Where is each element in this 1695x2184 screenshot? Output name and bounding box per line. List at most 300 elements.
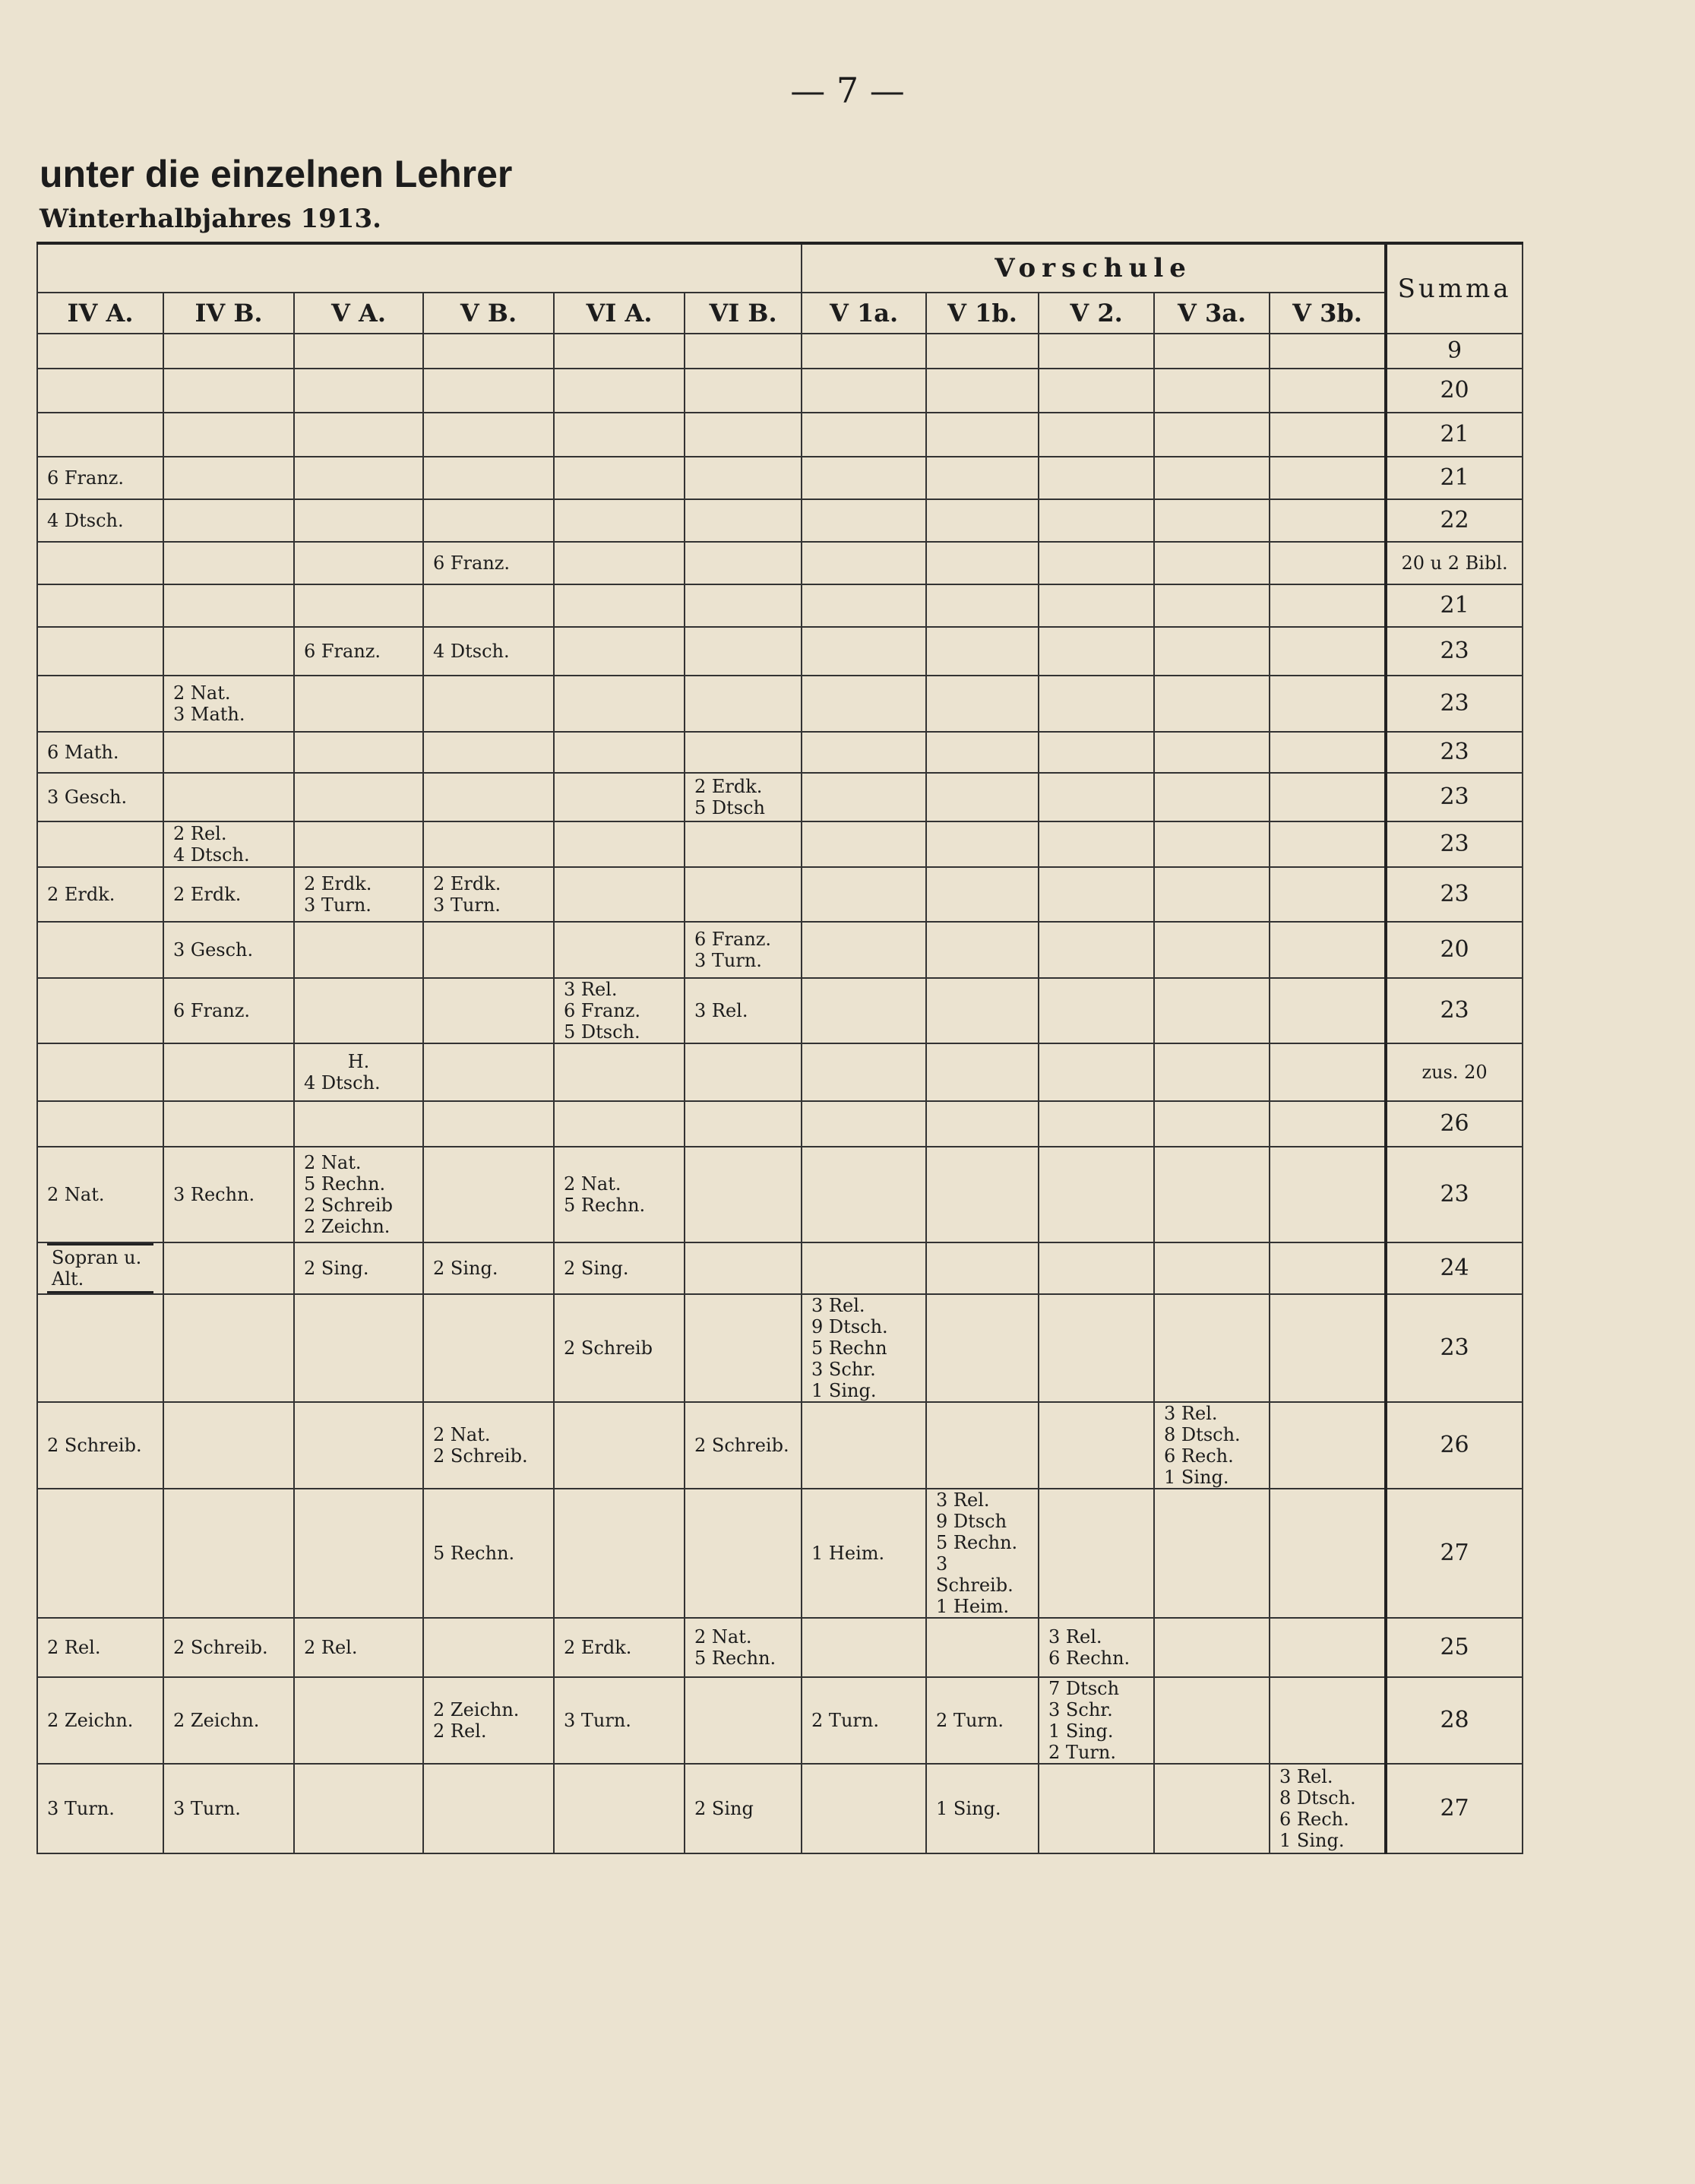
table-cell [1039,1043,1154,1101]
table-cell: 2 Sing. [423,1242,554,1294]
table-cell [423,821,554,867]
summa-cell: 28 [1386,1677,1523,1764]
table-cell [294,978,423,1043]
table-cell: 2 Turn. [926,1677,1039,1764]
table-cell [926,1242,1039,1294]
table-cell [554,1489,685,1618]
table-cell [294,922,423,978]
summa-cell: 21 [1386,457,1523,499]
table-cell [423,584,554,627]
table-cell [1039,457,1154,499]
table-cell [1039,732,1154,773]
summa-cell: 27 [1386,1764,1523,1853]
table-cell: 2 Rel. [294,1618,423,1677]
column-header: VI B. [685,293,802,334]
table-cell [423,1294,554,1402]
table-cell [1039,676,1154,732]
table-cell [685,1101,802,1147]
summa-cell: 24 [1386,1242,1523,1294]
summa-cell: 23 [1386,676,1523,732]
table-row [37,542,1523,584]
page-subtitle: Winterhalbjahres 1913. [40,204,381,234]
table-cell [926,1402,1039,1489]
table-cell [685,821,802,867]
table-cell: 2 Rel. 4 Dtsch. [163,821,294,867]
table-cell [926,542,1039,584]
table-row [37,1489,1523,1618]
table-cell [1039,922,1154,978]
table-cell [802,821,926,867]
table-cell [1154,1489,1270,1618]
table-cell [926,1147,1039,1242]
column-header: V B. [423,293,554,334]
table-cell [554,1101,685,1147]
page-number: — 7 — [790,70,905,111]
table-cell [554,584,685,627]
table-cell: 2 Turn. [802,1677,926,1764]
table-cell [1154,922,1270,978]
column-header: IV A. [37,293,163,334]
table-cell [926,1101,1039,1147]
table-cell [926,627,1039,676]
table-cell [685,676,802,732]
table-cell [1270,1242,1386,1294]
column-header: VI A. [554,293,685,334]
table-cell [294,413,423,457]
page-title: unter die einzelnen Lehrer [40,153,513,195]
table-cell [926,1618,1039,1677]
table-row [37,1764,1523,1853]
table-cell [554,922,685,978]
table-cell [163,627,294,676]
table-cell: 3 Gesch. [37,773,163,821]
table-cell [802,584,926,627]
table-cell: 1 Sing. [926,1764,1039,1853]
table-row [37,457,1523,499]
table-cell [1039,1101,1154,1147]
table-cell [423,413,554,457]
teacher-assignment-table [36,242,1523,1854]
table-cell [1270,1043,1386,1101]
table-cell [294,457,423,499]
table-cell [554,1043,685,1101]
table-cell [423,499,554,542]
table-cell: 5 Rechn. [423,1489,554,1618]
table-row [37,1618,1523,1677]
table-cell [1154,457,1270,499]
summa-cell: 20 u 2 Bibl. [1386,542,1523,584]
table-cell: 3 Turn. [554,1677,685,1764]
table-cell [554,627,685,676]
table-cell [554,542,685,584]
table-cell [554,821,685,867]
table-cell [1039,1402,1154,1489]
table-cell [554,457,685,499]
table-cell [423,457,554,499]
table-cell [294,773,423,821]
table-cell [1154,1764,1270,1853]
table-cell [37,542,163,584]
summa-cell: 25 [1386,1618,1523,1677]
table-cell: 2 Nat. 3 Math. [163,676,294,732]
table-row [37,334,1523,369]
table-cell [554,369,685,413]
table-cell [423,676,554,732]
table-cell [37,978,163,1043]
column-header: V 3a. [1154,293,1270,334]
table-cell [294,542,423,584]
table-cell [685,584,802,627]
table-cell: 2 Erdk. [37,867,163,922]
table-cell [423,1618,554,1677]
table-cell: 3 Rechn. [163,1147,294,1242]
table-row [37,1242,1523,1294]
table-cell [802,542,926,584]
table-cell [1039,499,1154,542]
table-cell [802,732,926,773]
column-header: V 1a. [802,293,926,334]
table-cell [1154,1677,1270,1764]
summa-cell: 26 [1386,1402,1523,1489]
table-cell [926,867,1039,922]
table-cell [294,584,423,627]
summa-cell: 22 [1386,499,1523,542]
table-cell [802,1101,926,1147]
table-cell [685,1242,802,1294]
table-cell [554,499,685,542]
table-cell [1154,978,1270,1043]
table-cell [926,457,1039,499]
table-cell [163,457,294,499]
table-cell: 2 Schreib. [37,1402,163,1489]
table-cell [802,1147,926,1242]
table-cell [1039,1764,1154,1853]
table-cell [1270,542,1386,584]
table-cell [1154,542,1270,584]
table-cell [163,1294,294,1402]
table-cell [802,1242,926,1294]
table-cell [926,676,1039,732]
table-cell [294,821,423,867]
table-cell: 3 Rel. 6 Rechn. [1039,1618,1154,1677]
table-cell [37,922,163,978]
table-cell [294,499,423,542]
table-cell [926,334,1039,369]
table-cell [554,1764,685,1853]
table-cell: 7 Dtsch 3 Schr. 1 Sing. 2 Turn. [1039,1677,1154,1764]
summa-cell: 23 [1386,1147,1523,1242]
table-cell [163,1043,294,1101]
table-cell [294,1294,423,1402]
table-cell [294,1402,423,1489]
table-cell [802,334,926,369]
column-header: V 2. [1039,293,1154,334]
table-cell [37,1242,163,1294]
table-row [37,773,1523,821]
summa-cell: 23 [1386,978,1523,1043]
summa-cell: 21 [1386,413,1523,457]
table-cell [554,732,685,773]
table-cell [685,1147,802,1242]
table-cell [423,1147,554,1242]
table-cell [1039,627,1154,676]
table-cell [926,413,1039,457]
table-row [37,1101,1523,1147]
table-cell: 2 Erdk. 3 Turn. [294,867,423,922]
table-cell: 2 Zeichn. [163,1677,294,1764]
summa-cell: 23 [1386,821,1523,867]
table-cell [802,867,926,922]
table-cell [685,1677,802,1764]
table-cell: H. 4 Dtsch. [294,1043,423,1101]
summa-cell: 9 [1386,334,1523,369]
table-cell [1270,627,1386,676]
table-cell: 2 Schreib [554,1294,685,1402]
table-cell: 6 Franz. [163,978,294,1043]
summa-cell: 27 [1386,1489,1523,1618]
table-cell: 1 Heim. [802,1489,926,1618]
table-cell [163,413,294,457]
table-cell [1154,334,1270,369]
table-cell [554,867,685,922]
table-cell [1154,773,1270,821]
table-cell [802,1618,926,1677]
table-row [37,369,1523,413]
table-cell: 2 Nat. 5 Rechn. [554,1147,685,1242]
table-cell [554,773,685,821]
table-cell [1154,821,1270,867]
table-row [37,627,1523,676]
table-cell: 2 Nat. [37,1147,163,1242]
table-cell [294,1764,423,1853]
table-cell [1270,922,1386,978]
table-cell [685,627,802,676]
column-header: V 1b. [926,293,1039,334]
table-cell [423,1764,554,1853]
table-cell [1039,1242,1154,1294]
table-cell [1270,1147,1386,1242]
table-cell [1154,499,1270,542]
table-cell [1270,499,1386,542]
table-cell [1270,773,1386,821]
table-row [37,499,1523,542]
table-cell [685,457,802,499]
table-row [37,821,1523,867]
table-cell [1270,1101,1386,1147]
table-cell [294,676,423,732]
table-cell [1154,1618,1270,1677]
table-row [37,1677,1523,1764]
table-cell: 3 Rel. 6 Franz. 5 Dtsch. [554,978,685,1043]
table-cell: 2 Schreib. [163,1618,294,1677]
table-cell: 3 Turn. [163,1764,294,1853]
table-cell: 2 Sing. [294,1242,423,1294]
table-row [37,584,1523,627]
table-cell: 2 Rel. [37,1618,163,1677]
summa-header: Summa [1386,243,1523,334]
table-cell [926,369,1039,413]
table-cell [1039,413,1154,457]
table-cell [1039,821,1154,867]
table-cell [926,978,1039,1043]
vorschule-group-header: Vorschule [802,243,1386,293]
summa-cell: 21 [1386,584,1523,627]
table-row [37,978,1523,1043]
table-cell [802,676,926,732]
table-cell [685,867,802,922]
table-cell [294,732,423,773]
table-cell [1039,867,1154,922]
table-cell [1270,334,1386,369]
table-cell: 2 Sing [685,1764,802,1853]
table-cell [926,1043,1039,1101]
table-body [37,334,1523,1853]
table-cell [423,1043,554,1101]
table-cell [685,1489,802,1618]
table-cell [926,922,1039,978]
table-cell: 6 Franz. [37,457,163,499]
table-cell: 3 Rel. 9 Dtsch. 5 Rechn 3 Schr. 1 Sing. [802,1294,926,1402]
table-row [37,676,1523,732]
table-cell [926,499,1039,542]
column-header: IV B. [163,293,294,334]
table-cell [1154,627,1270,676]
table-cell [554,676,685,732]
table-cell [37,413,163,457]
table-cell [37,1489,163,1618]
table-cell [37,1294,163,1402]
table-cell [163,1402,294,1489]
summa-cell: 23 [1386,627,1523,676]
table-cell [1154,676,1270,732]
table-row [37,1294,1523,1402]
table-cell [423,978,554,1043]
table-cell [926,773,1039,821]
table-cell [37,1043,163,1101]
table-row [37,867,1523,922]
table-cell: 3 Rel. [685,978,802,1043]
table-cell [1154,1242,1270,1294]
table-cell [802,413,926,457]
table-cell [1154,584,1270,627]
table-cell [37,676,163,732]
table-cell [163,1101,294,1147]
table-cell [802,978,926,1043]
table-cell: 3 Rel. 8 Dtsch. 6 Rech. 1 Sing. [1154,1402,1270,1489]
table-cell [554,413,685,457]
table-cell [1154,1147,1270,1242]
table-cell: 6 Franz. [294,627,423,676]
table-cell [423,1101,554,1147]
table-cell [1270,821,1386,867]
table-cell: 4 Dtsch. [423,627,554,676]
table-cell [1039,978,1154,1043]
teacher-assignment-table-wrapper [36,242,1522,1854]
table-cell [1270,457,1386,499]
table-cell: 2 Zeichn. [37,1677,163,1764]
table-cell [1270,978,1386,1043]
table-cell [1154,867,1270,922]
table-cell [37,584,163,627]
table-cell [294,334,423,369]
table-cell [294,1489,423,1618]
table-cell [685,1294,802,1402]
header-spacer [37,243,802,293]
table-cell [685,732,802,773]
table-cell [685,542,802,584]
table-cell [685,369,802,413]
table-cell [926,584,1039,627]
table-cell [163,334,294,369]
table-row [37,732,1523,773]
column-header: V 3b. [1270,293,1386,334]
table-cell [37,627,163,676]
table-cell [423,773,554,821]
table-cell [802,499,926,542]
table-cell [1039,334,1154,369]
table-cell [1154,732,1270,773]
table-cell [802,773,926,821]
table-cell [294,1101,423,1147]
table-cell: 4 Dtsch. [37,499,163,542]
table-cell [294,369,423,413]
table-cell: 2 Zeichn. 2 Rel. [423,1677,554,1764]
table-cell: 2 Nat. 2 Schreib. [423,1402,554,1489]
table-row [37,1147,1523,1242]
table-cell: 2 Schreib. [685,1402,802,1489]
table-cell [163,732,294,773]
table-cell [1039,1294,1154,1402]
table-cell [1270,1294,1386,1402]
table-cell [163,499,294,542]
table-cell [926,821,1039,867]
table-cell [1270,584,1386,627]
table-cell: 2 Erdk. [554,1618,685,1677]
table-cell [1270,369,1386,413]
table-cell [1039,1489,1154,1618]
table-cell [554,1402,685,1489]
table-cell: 2 Erdk. [163,867,294,922]
table-cell: 2 Erdk. 3 Turn. [423,867,554,922]
table-cell [802,627,926,676]
table-cell [1154,1101,1270,1147]
column-header-row [37,293,1523,334]
table-cell [1039,1147,1154,1242]
table-cell: 6 Franz. 3 Turn. [685,922,802,978]
table-cell [926,1294,1039,1402]
table-cell [1270,1618,1386,1677]
table-cell [1270,1402,1386,1489]
table-row [37,1043,1523,1101]
table-cell [163,584,294,627]
table-cell [1270,867,1386,922]
table-cell [37,334,163,369]
table-cell [37,821,163,867]
table-cell [802,922,926,978]
table-cell [423,369,554,413]
table-cell [163,1242,294,1294]
table-cell [926,732,1039,773]
summa-cell: 20 [1386,369,1523,413]
table-cell [1154,1043,1270,1101]
table-cell: 2 Nat. 5 Rechn. 2 Schreib 2 Zeichn. [294,1147,423,1242]
table-cell [1039,584,1154,627]
table-cell [1039,773,1154,821]
table-cell [802,369,926,413]
summa-cell: 26 [1386,1101,1523,1147]
table-cell [1039,542,1154,584]
table-cell [1270,732,1386,773]
